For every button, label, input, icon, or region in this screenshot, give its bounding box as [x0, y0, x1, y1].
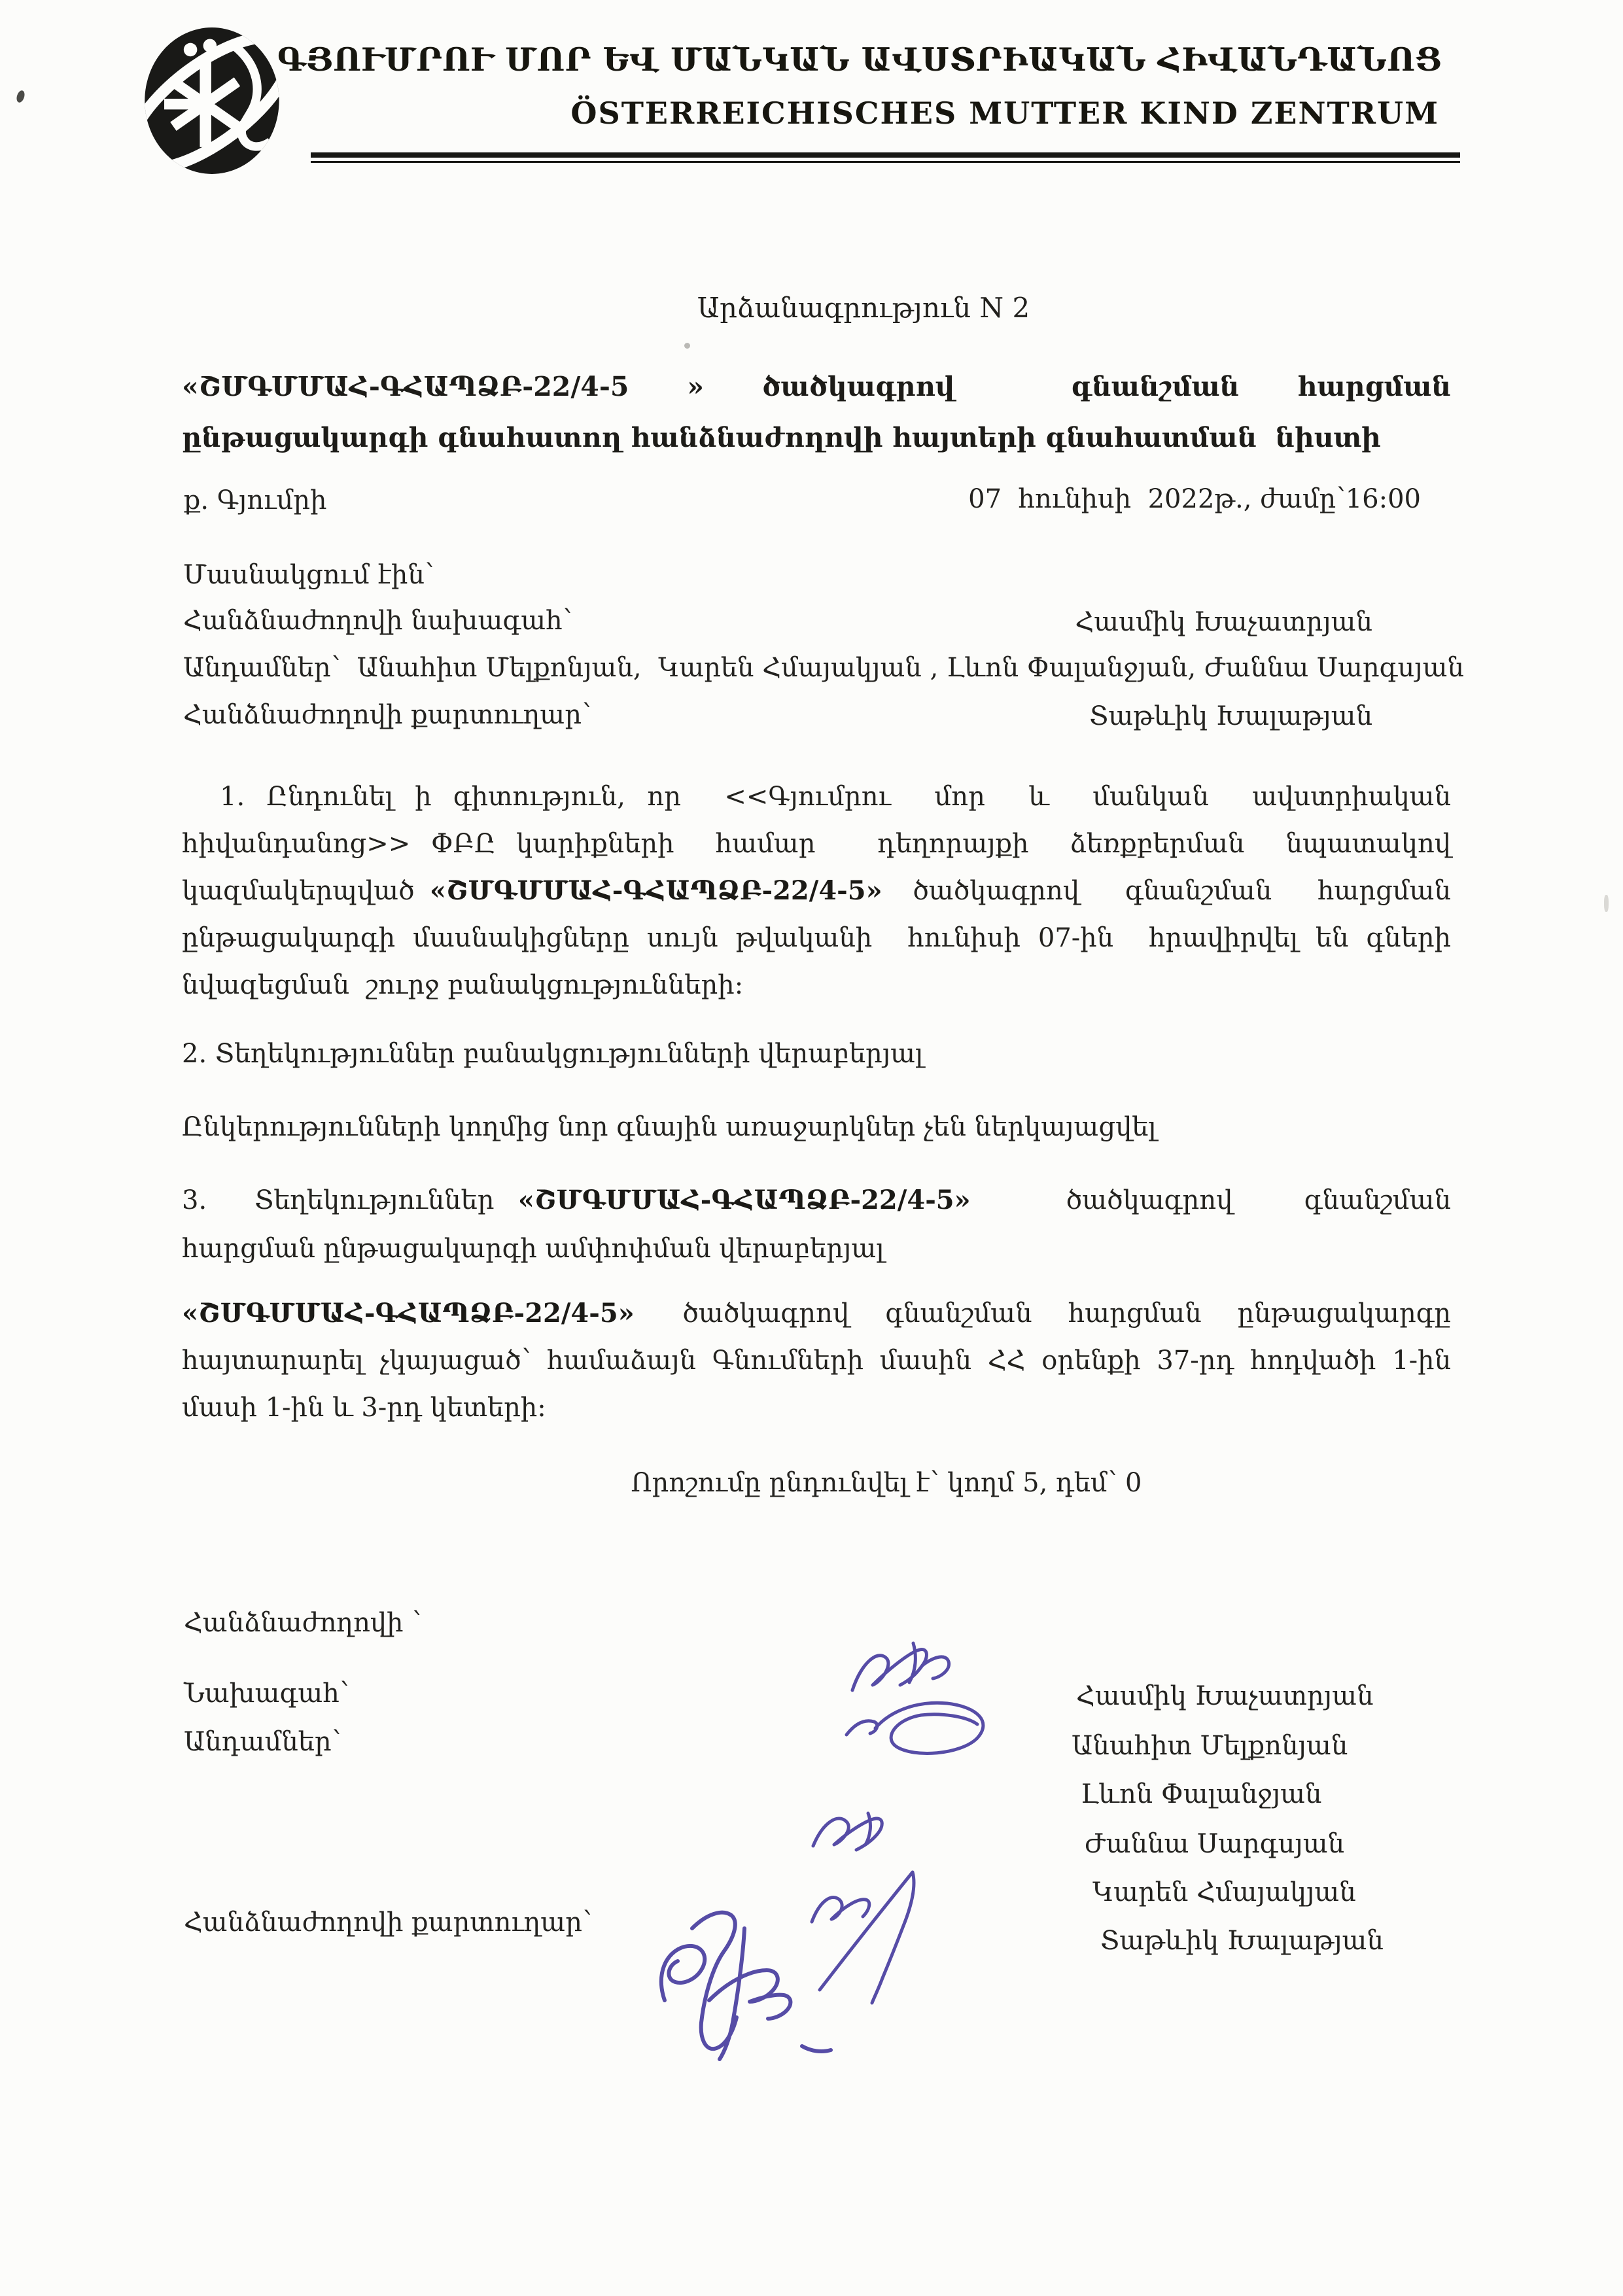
signature-members-label: Անդամներ՝: [184, 1727, 341, 1757]
secretary-role-label: Հանձնաժողովի քարտուղար՝: [183, 700, 591, 730]
scan-artifact-dot: [1604, 895, 1609, 912]
signatory-name: Կարեն Հմայակյան: [1092, 1877, 1356, 1907]
signatory-name: Լևոն Փալանջյան: [1081, 1779, 1322, 1809]
paragraph-1-procurement-code: «ՇՄԳՄՄԱՀ-ԳՀԱՊՁԲ-22/4-5»: [429, 875, 882, 906]
header-rule-thick-line: [311, 152, 1460, 158]
section-heading-3: [182, 1176, 1476, 1273]
secretary-name: Տաթևիկ Խալաթյան: [1089, 701, 1372, 731]
paragraph-3-tail: ծածկագրով գնանշման հարցման ընթացակարգը հայտարարել չկայացած՝ համաձայն Գնումների մասին ՀՀ օրենքի 37-րդ հոդվածի 1-ին մասի 1-ին և 3-րդ կետերի:: [182, 1298, 1468, 1423]
members-line: Անդամներ՝ Անահիտ Մելքոնյան, Կարեն Հմայակյան , Լևոն Փալանջյան, Ժաննա Սարգսյան: [183, 653, 1464, 683]
paragraph-3-procurement-code: «ՇՄԳՄՄԱՀ-ԳՀԱՊՁԲ-22/4-5»: [182, 1298, 635, 1329]
hospital-logo-icon: [143, 26, 284, 175]
signatory-name: Ժաննա Սարգսյան: [1085, 1829, 1345, 1859]
org-name-german: ÖSTERREICHISCHES MUTTER KIND ZENTRUM: [570, 96, 1439, 131]
header-rule: [311, 152, 1460, 163]
section-heading-3-tail: ծածկագրով գնանշման հարցման ընթացակարգի ամփոփման վերաբերյալ: [182, 1185, 1476, 1264]
chair-role-label: Հանձնաժողովի նախագահ՝: [183, 606, 572, 636]
signature-secretary-label: Հանձնաժողովի քարտուղար՝: [184, 1907, 592, 1938]
paragraph-1: [182, 773, 1476, 1009]
place-label: ք. Գյումրի: [184, 485, 327, 515]
member-signatures-ink: [794, 1794, 947, 2013]
header-rule-thin-line: [311, 161, 1460, 163]
datetime-label: 07 հունիսի 2022թ., ժամը՝16:00: [968, 484, 1421, 514]
document-subject: «ՇՄԳՄՄԱՀ-ԳՀԱՊՁԲ-22/4-5 » ծածկագրով գնանշման հարցման ընթացակարգի գնահատող հանձնաժողովի հայտերի գնահատման նիստի: [182, 371, 1461, 453]
signatory-name: Անահիտ Մելքոնյան: [1072, 1731, 1348, 1761]
section-heading-3-lead: 3. Տեղեկություններ: [182, 1185, 518, 1215]
paragraph-1-lead: 1. Ընդունել ի գիտություն, որ <<Գյումրու մոր և մանկան ավստրիական հիվանդանոց>> ՓԲԸ կարիքների համար դեղորայքի ձեռքբերման նպատակով կազմակերպված: [182, 782, 1476, 906]
secretary-signature-ink: [646, 1889, 895, 2079]
paragraph-3: [182, 1290, 1468, 1431]
chair-and-member-signature-ink: [836, 1630, 1032, 1771]
org-name-armenian: ԳՅՈՒՄՐՈՒ ՄՈՐ ԵՎ ՄԱՆԿԱՆ ԱՎՍՏՐԻԱԿԱՆ ՀԻՎԱՆԴԱՆՈՑ: [277, 41, 1442, 78]
signature-chair-label: Նախագահ՝: [184, 1679, 349, 1709]
section-heading-2: 2. Տեղեկություններ բանակցությունների վերաբերյալ: [182, 1039, 924, 1069]
scan-artifact-dot: [684, 343, 690, 349]
participants-intro: Մասնակցում էին՝: [183, 560, 434, 590]
chair-name: Հասմիկ Խաչատրյան: [1075, 607, 1372, 637]
signatory-name: Հասմիկ Խաչատրյան: [1076, 1681, 1374, 1711]
document-title: Արձանագրություն N 2: [697, 292, 1030, 324]
paragraph-2: Ընկերությունների կողմից նոր գնային առաջարկներ չեն ներկայացվել: [182, 1112, 1157, 1142]
section-heading-3-procurement-code: «ՇՄԳՄՄԱՀ-ԳՀԱՊՁԲ-22/4-5»: [517, 1185, 971, 1215]
signatory-name: Տաթևիկ Խալաթյան: [1100, 1926, 1384, 1956]
scan-artifact-dot: [15, 90, 26, 103]
decision-line: Որոշումը ընդունվել է՝ կողմ 5, դեմ՝ 0: [631, 1468, 1142, 1498]
signature-committee-label: Հանձնաժողովի ՝: [184, 1608, 421, 1638]
paragraph-1-tail: ծածկագրով գնանշման հարցման ընթացակարգի մասնակիցները սույն թվականի հունիսի 07-ին հրավիրվել են գների նվազեցման շուրջ բանակցությունների:: [182, 876, 1476, 1000]
